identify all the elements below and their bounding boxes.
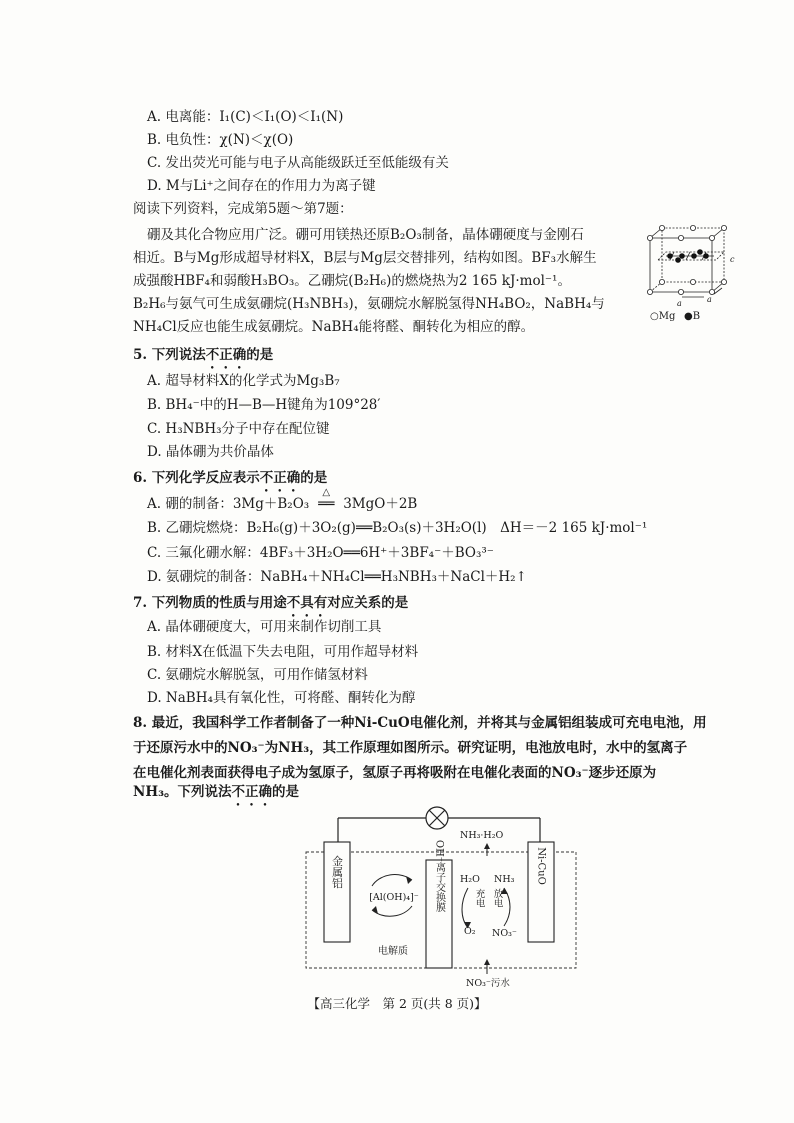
- label-o2: O₂: [464, 926, 476, 937]
- q6-stem-a: 6. 下列化学反应表示: [133, 470, 260, 486]
- q5-option-c: C. H₃NBH₃分子中存在配位键: [147, 421, 330, 437]
- q5-option-b: B. BH₄⁻中的H—B—H键角为109°28′: [147, 397, 381, 413]
- q6-a-products: 3MgO＋2B: [343, 496, 418, 512]
- legend-mg: ○Mg: [650, 311, 676, 322]
- q7-option-b: B. 材料X在低温下失去电阻，可用作超导材料: [147, 644, 419, 660]
- crystal-structure-figure: [644, 222, 740, 324]
- battery-cell-diagram: [300, 806, 590, 988]
- label-sewage: NO₃⁻污水: [466, 978, 510, 988]
- q6-option-c: C. 三氟化硼水解：4BF₃＋3H₂O══6H⁺＋3BF₄⁻＋BO₃³⁻: [147, 545, 494, 561]
- crystal-label-c: c: [730, 255, 735, 264]
- q5-option-d: D. 晶体硼为共价晶体: [147, 444, 274, 460]
- q5-stem-emphasis: 不正确: [205, 347, 247, 363]
- heat-symbol: △: [322, 487, 331, 498]
- q8-l4-b: 的是: [272, 784, 300, 800]
- q6-option-a: [147, 487, 418, 513]
- q7-option-a: A. 晶体硼硬度大，可用来制作切削工具: [147, 619, 382, 635]
- q8-line-2: 于还原污水中的NO₃⁻为NH₃，其工作原理如图所示。研究证明，电池放电时，水中的氢离子: [133, 740, 688, 756]
- label-aluminum: 金属铝: [330, 855, 344, 889]
- q4-option-a: A. 电离能：I₁(C)＜I₁(O)＜I₁(N): [147, 109, 344, 125]
- q7-option-c: C. 氨硼烷水解脱氢，可用作储氢材料: [147, 667, 368, 683]
- reading-line-3: 成强酸HBF₄和弱酸H₃BO₃。乙硼烷(B₂H₆)的燃烧热为2 165 kJ·mol⁻¹。: [133, 273, 571, 289]
- reading-line-5: NH₄Cl反应也能生成氨硼烷。NaBH₄能将醛、酮转化为相应的醇。: [133, 319, 535, 335]
- q7-stem: [133, 594, 408, 620]
- q5-option-a: A. 超导材料X的化学式为Mg₃B₇: [147, 373, 340, 389]
- crystal-label-a1: a: [677, 299, 682, 308]
- reading-line-1: 硼及其化合物应用广泛。硼可用镁热还原B₂O₃制备，晶体硼硬度与金刚石: [147, 227, 584, 243]
- label-membrane: OH⁻离子交换膜: [433, 839, 445, 913]
- q4-option-b: B. 电负性：χ(N)＜χ(O): [147, 132, 294, 148]
- q6-stem-emphasis: 不正确: [259, 470, 301, 486]
- q8-line-4: [133, 783, 299, 809]
- q6-stem: [133, 469, 327, 495]
- q8-l4-emphasis: 不正确: [231, 784, 273, 800]
- q4-option-d: D. M与Li⁺之间存在的作用力为离子键: [147, 178, 376, 194]
- q6-stem-b: 的是: [300, 470, 328, 486]
- q6-option-b: B. 乙硼烷燃烧：B₂H₆(g)＋3O₂(g)══B₂O₃(s)＋3H₂O(l) ΔH＝－2 165 kJ·mol⁻¹: [147, 520, 648, 536]
- label-aloh4: [Al(OH)₄]⁻: [369, 892, 419, 903]
- label-charge: 充电: [473, 888, 485, 908]
- label-ni-cuo: Ni-CuO: [535, 847, 547, 885]
- q6-a-reactants: A. 硼的制备：3Mg＋B₂O₃: [147, 496, 310, 512]
- heat-condition-arrow: △ ══: [309, 495, 343, 513]
- q5-stem-a: 5. 下列说法: [133, 347, 206, 363]
- q8-line-3: 在电催化剂表面获得电子成为氢原子，氢原子再将吸附在电催化表面的NO₃⁻逐步还原为: [133, 765, 657, 781]
- label-discharge: 放电: [491, 888, 503, 908]
- crystal-label-a2: a: [707, 295, 712, 304]
- q7-stem-emphasis: 不具有: [286, 595, 328, 611]
- reading-line-4: B₂H₆与氨气可生成氨硼烷(H₃NBH₃)，氨硼烷水解脱氢得NH₄BO₂，NaBH₄与: [133, 296, 605, 312]
- q7-stem-b: 对应关系的是: [327, 595, 409, 611]
- q6-option-d: D. 氨硼烷的制备：NaBH₄＋NH₄Cl══H₃NBH₃＋NaCl＋H₂↑: [147, 569, 527, 585]
- q4-option-c: C. 发出荧光可能与电子从高能级跃迁至低能级有关: [147, 155, 449, 171]
- legend-b: ●B: [684, 311, 701, 322]
- q7-stem-a: 7. 下列物质的性质与用途: [133, 595, 287, 611]
- page-footer: 【高三化学 第 2 页(共 8 页)】: [307, 996, 487, 1011]
- q8-l4-a: NH₃。下列说法: [133, 784, 232, 800]
- label-h2o: H₂O: [460, 874, 480, 885]
- label-electrolyte: 电解质: [378, 946, 408, 957]
- reading-intro: 阅读下列资料，完成第5题～第7题：: [133, 201, 353, 217]
- q8-line-1: 8. 最近，我国科学工作者制备了一种Ni-CuO电催化剂，并将其与金属铝组装成可充电电池，用: [133, 715, 707, 731]
- q7-option-d: D. NaBH₄具有氧化性，可将醛、酮转化为醇: [147, 690, 416, 706]
- q5-stem-b: 的是: [246, 347, 274, 363]
- reading-line-2: 相近。B与Mg形成超导材料X，B层与Mg层交替排列，结构如图。BF₃水解生: [133, 250, 597, 266]
- label-nh3: NH₃: [494, 874, 515, 885]
- label-nh3-h2o: NH₃·H₂O: [460, 830, 504, 841]
- label-no3: NO₃⁻: [492, 928, 517, 939]
- q5-stem: [133, 346, 273, 372]
